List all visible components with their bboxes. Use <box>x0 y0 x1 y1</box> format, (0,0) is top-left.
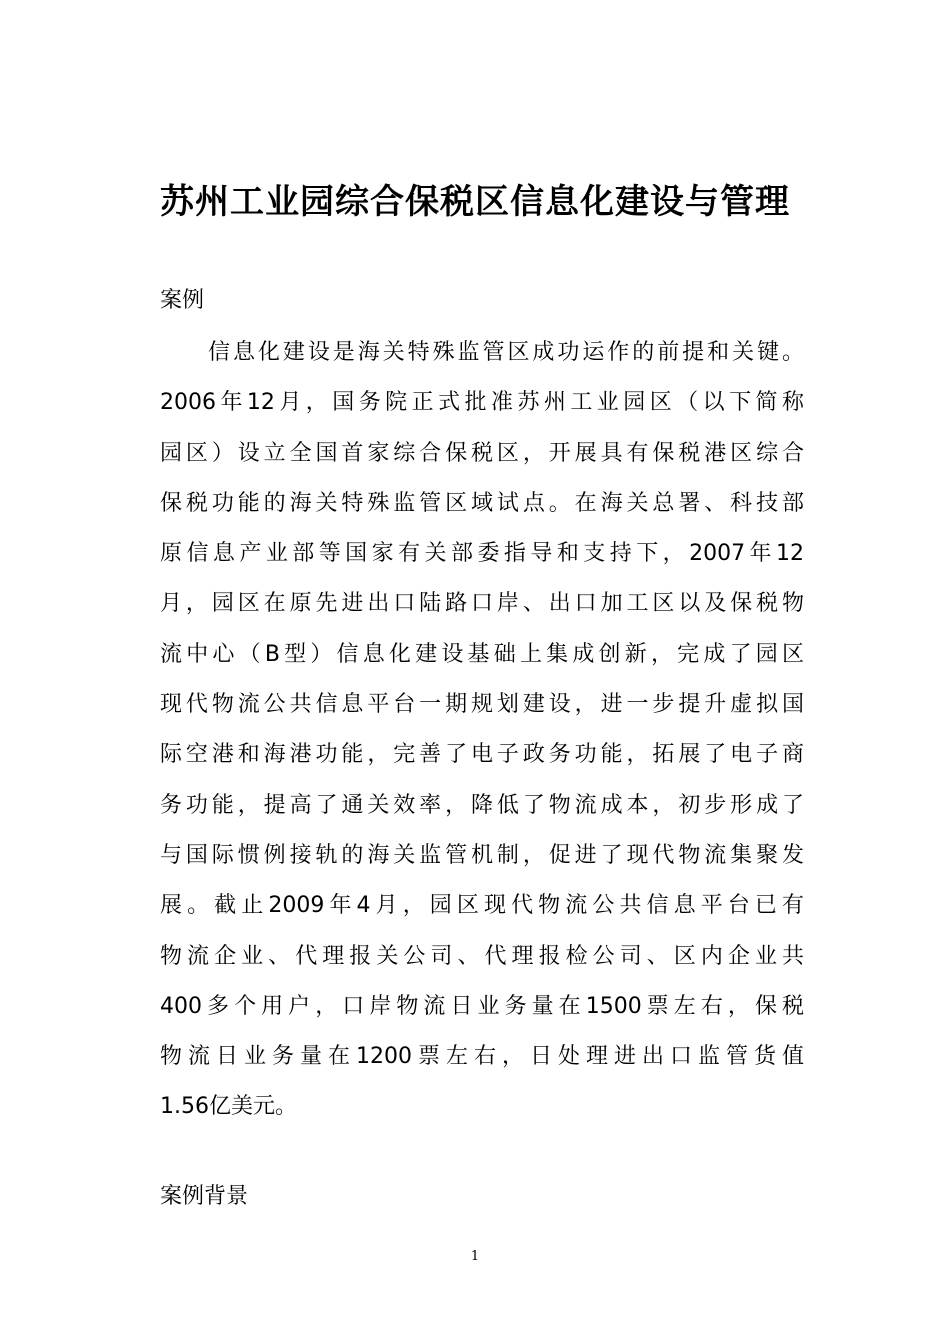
paragraph-line: 际空港和海港功能，完善了电子政务功能，拓展了电子商 <box>160 742 804 768</box>
paragraph-line: 展。截止2009年4月，园区现代物流公共信息平台已有 <box>160 893 804 919</box>
section-heading-case: 案例 <box>160 288 205 313</box>
paragraph-line: 原信息产业部等国家有关部委指导和支持下，2007年12 <box>160 541 804 567</box>
paragraph-line: 2006年12月，国务院正式批准苏州工业园区（以下简称 <box>160 390 804 416</box>
body-paragraph <box>160 334 804 1139</box>
document-title: 苏州工业园综合保税区信息化建设与管理 <box>160 182 790 222</box>
page-number: 1 <box>470 1249 480 1264</box>
paragraph-line: 1.56亿美元。 <box>160 1094 297 1120</box>
paragraph-line: 月，园区在原先进出口陆路口岸、出口加工区以及保税物 <box>160 591 804 617</box>
paragraph-line: 流中心（B型）信息化建设基础上集成创新，完成了园区 <box>160 641 804 667</box>
paragraph-line: 保税功能的海关特殊监管区域试点。在海关总署、科技部 <box>160 490 804 516</box>
paragraph-line: 物流日业务量在1200票左右，日处理进出口监管货值 <box>160 1044 804 1070</box>
paragraph-line: 信息化建设是海关特殊监管区成功运作的前提和关键。 <box>208 340 804 365</box>
paragraph-line: 与国际惯例接轨的海关监管机制，促进了现代物流集聚发 <box>160 842 804 868</box>
paragraph-line: 物流企业、代理报关公司、代理报检公司、区内企业共 <box>160 943 804 969</box>
paragraph-line: 园区）设立全国首家综合保税区，开展具有保税港区综合 <box>160 440 804 466</box>
paragraph-line: 400多个用户，口岸物流日业务量在1500票左右，保税 <box>160 993 804 1019</box>
paragraph-line: 现代物流公共信息平台一期规划建设，进一步提升虚拟国 <box>160 692 804 718</box>
section-heading-background: 案例背景 <box>160 1184 249 1209</box>
paragraph-line: 务功能，提高了通关效率，降低了物流成本，初步形成了 <box>160 792 804 818</box>
